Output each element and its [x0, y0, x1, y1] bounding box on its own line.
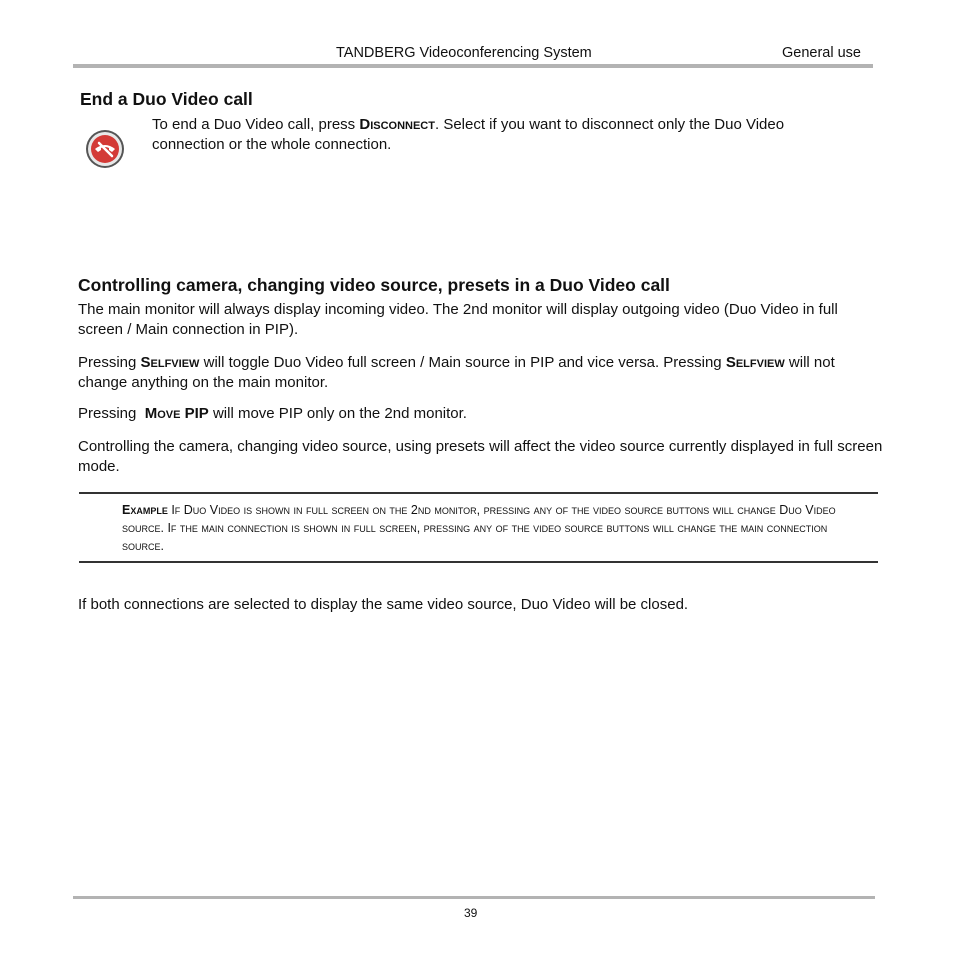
controlling-heading: Controlling camera, changing video source, presets in a Duo Video call: [78, 275, 670, 295]
section-name: General use: [782, 45, 861, 61]
example-top-rule: [79, 492, 878, 494]
paragraph-selfview: [78, 353, 878, 392]
page-number: 39: [464, 906, 478, 920]
end-call-heading: End a Duo Video call: [80, 89, 253, 109]
text-segment: will not change anything on the main monitor.: [78, 354, 835, 391]
example-label: Example: [122, 503, 168, 517]
text-segment: To end a Duo Video call, press: [152, 116, 360, 133]
text-segment: will toggle Duo Video full screen / Main source in PIP and vice versa. Pressing: [199, 354, 726, 371]
document-title: TANDBERG Videoconferencing System: [336, 45, 592, 61]
paragraph-main-monitor: The main monitor will always display incoming video. The 2nd monitor will display outgoing video (Duo Video in full screen / Main connection in PIP).: [78, 301, 838, 338]
paragraph-same-source: If both connections are selected to display the same video source, Duo Video will be closed.: [78, 596, 689, 613]
header-rule: [73, 64, 873, 68]
paragraph-camera-control: Controlling the camera, changing video source, using presets will affect the video source currently displayed in full screen mode.: [78, 438, 883, 475]
footer-rule: [73, 896, 875, 899]
example-text: If Duo Video is shown in full screen on the 2nd monitor, pressing any of the video source buttons will change Duo Video source. If the main connection is shown in full screen, pressing any of the video source buttons will change the main connection source.: [122, 503, 836, 553]
example-bottom-rule: [79, 561, 878, 563]
text-segment: will move PIP only on the 2nd monitor.: [208, 405, 467, 422]
text-segment: . Select if you want to disconnect only the Duo Video connection or the whole connection.: [152, 116, 785, 153]
paragraph-move-pip: [78, 404, 878, 424]
key-move-pip: Move PIP: [144, 405, 209, 422]
text-segment: Pressing: [78, 354, 141, 371]
example-note: [122, 501, 852, 555]
disconnect-icon: [85, 129, 125, 169]
end-call-text: [152, 115, 852, 154]
key-selfview: Selfview: [140, 354, 200, 371]
text-segment: Pressing: [78, 405, 145, 422]
key-disconnect: Disconnect: [359, 116, 435, 133]
key-selfview: Selfview: [725, 354, 785, 371]
